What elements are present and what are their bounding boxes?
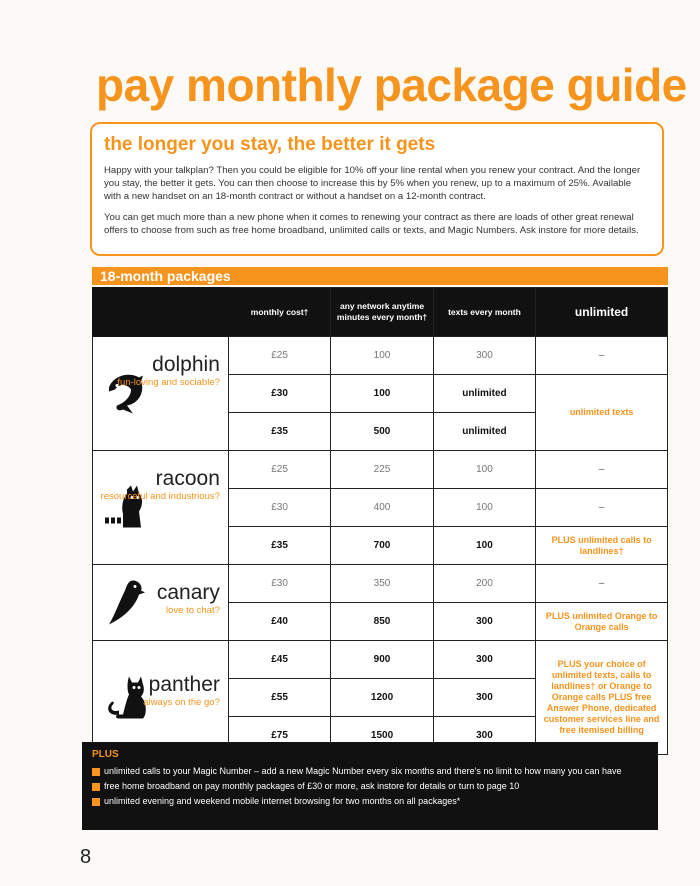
cell-minutes: 1500 — [331, 717, 433, 755]
package-racoon-label — [101, 467, 220, 503]
list-item — [92, 794, 648, 809]
list-item — [92, 779, 648, 794]
cell-cost: £25 — [228, 451, 330, 489]
cell-cost: £35 — [228, 527, 330, 565]
package-tagline: love to chat? — [166, 605, 220, 616]
header-texts: texts every month — [433, 288, 535, 337]
page-title: pay monthly package guide — [96, 59, 687, 111]
cell-texts: 300 — [433, 679, 535, 717]
table-row — [93, 641, 668, 679]
package-canary-label — [157, 581, 220, 617]
cell-cost: £25 — [228, 337, 330, 375]
table-row — [93, 451, 668, 489]
cell-cost: £30 — [228, 375, 330, 413]
plus-item-text: free home broadband on pay monthly packages of £30 or more, ask instore for details or turn to page 10 — [104, 781, 520, 791]
package-panther-label — [143, 673, 220, 709]
cell-cost: £40 — [228, 603, 330, 641]
cell-unlimited: – — [536, 489, 668, 527]
cell-cost: £45 — [228, 641, 330, 679]
cell-minutes: 1200 — [331, 679, 433, 717]
bullet-icon — [92, 783, 100, 791]
cell-minutes: 850 — [331, 603, 433, 641]
package-tagline: resourceful and industrious? — [100, 491, 220, 502]
package-canary — [93, 565, 229, 641]
canary-icon — [105, 576, 145, 629]
cell-minutes: 100 — [331, 375, 433, 413]
plus-item-text: unlimited evening and weekend mobile internet browsing for two months on all packages* — [104, 796, 461, 806]
section-label: 18-month packages — [92, 267, 668, 285]
cell-unlimited: PLUS unlimited calls to landlines† — [536, 527, 668, 565]
package-table — [92, 287, 668, 755]
cell-minutes: 225 — [331, 451, 433, 489]
plus-item-text: unlimited calls to your Magic Number – add a new Magic Number every six months and there's no limit to how many you can have — [104, 766, 622, 776]
package-name: dolphin — [152, 353, 220, 376]
cell-minutes: 400 — [331, 489, 433, 527]
table-row — [93, 337, 668, 375]
cell-texts: unlimited — [433, 375, 535, 413]
list-item — [92, 764, 648, 779]
cell-cost: £35 — [228, 413, 330, 451]
package-tagline: fun-loving and sociable? — [117, 377, 220, 388]
cell-unlimited: PLUS your choice of unlimited texts, calls to landlines† or Orange to Orange calls PLUS free Answer Phone, dedicated customer services line and free itemised billing — [536, 641, 668, 755]
cell-minutes: 500 — [331, 413, 433, 451]
package-racoon — [93, 451, 229, 565]
cell-texts: 100 — [433, 451, 535, 489]
header-blank — [93, 288, 229, 337]
cell-texts: 300 — [433, 641, 535, 679]
package-dolphin — [93, 337, 229, 451]
cell-cost: £30 — [228, 565, 330, 603]
package-tagline: always on the go? — [143, 697, 220, 708]
package-name: canary — [156, 581, 220, 604]
page-number: 8 — [80, 846, 92, 868]
package-name: racoon — [155, 467, 220, 490]
cell-texts: 300 — [433, 603, 535, 641]
intro-paragraph-1: Happy with your talkplan? Then you could be eligible for 10% off your line rental when you renew your contract. And the longer you stay, the better it gets. You can then choose to increase this by 5% when you renew, up to a maximum of 25%. Available with a new handset on an 18-month contract or without a handset on a 12-month contract. — [104, 165, 641, 202]
header-monthly-cost: monthly cost† — [228, 288, 330, 337]
cell-minutes: 350 — [331, 565, 433, 603]
intro-paragraph-2: You can get much more than a new phone when it comes to renewing your contract as there are loads of other great renewal offers to choose from such as free home broadband, unlimited calls or texts, and Magic Numbers. Ask instore for more details. — [104, 212, 639, 236]
header-minutes: any network anytime minutes every month† — [331, 288, 433, 337]
cell-cost: £55 — [228, 679, 330, 717]
bullet-icon — [92, 798, 100, 806]
intro-box — [90, 122, 664, 256]
cell-unlimited: – — [536, 337, 668, 375]
cell-unlimited: – — [536, 451, 668, 489]
cell-minutes: 700 — [331, 527, 433, 565]
cell-minutes: 100 — [331, 337, 433, 375]
cell-cost: £75 — [228, 717, 330, 755]
cell-texts: unlimited — [433, 413, 535, 451]
cell-cost: £30 — [228, 489, 330, 527]
plus-heading: PLUS — [92, 749, 119, 760]
package-dolphin-label — [117, 353, 219, 389]
package-name: panther — [148, 673, 220, 696]
bullet-icon — [92, 768, 100, 776]
plus-box — [82, 742, 658, 830]
intro-heading: the longer you stay, the better it gets — [104, 134, 436, 155]
cell-unlimited: – — [536, 565, 668, 603]
cell-texts: 100 — [433, 527, 535, 565]
cell-texts: 100 — [433, 489, 535, 527]
table-row — [93, 565, 668, 603]
table-header-row — [93, 288, 668, 337]
cell-unlimited: unlimited texts — [536, 375, 668, 451]
cell-unlimited: PLUS unlimited Orange to Orange calls — [536, 603, 668, 641]
cell-texts: 300 — [433, 337, 535, 375]
header-unlimited: unlimited — [536, 288, 668, 337]
cell-texts: 300 — [433, 717, 535, 755]
cell-texts: 200 — [433, 565, 535, 603]
package-panther — [93, 641, 229, 755]
cell-minutes: 900 — [331, 641, 433, 679]
